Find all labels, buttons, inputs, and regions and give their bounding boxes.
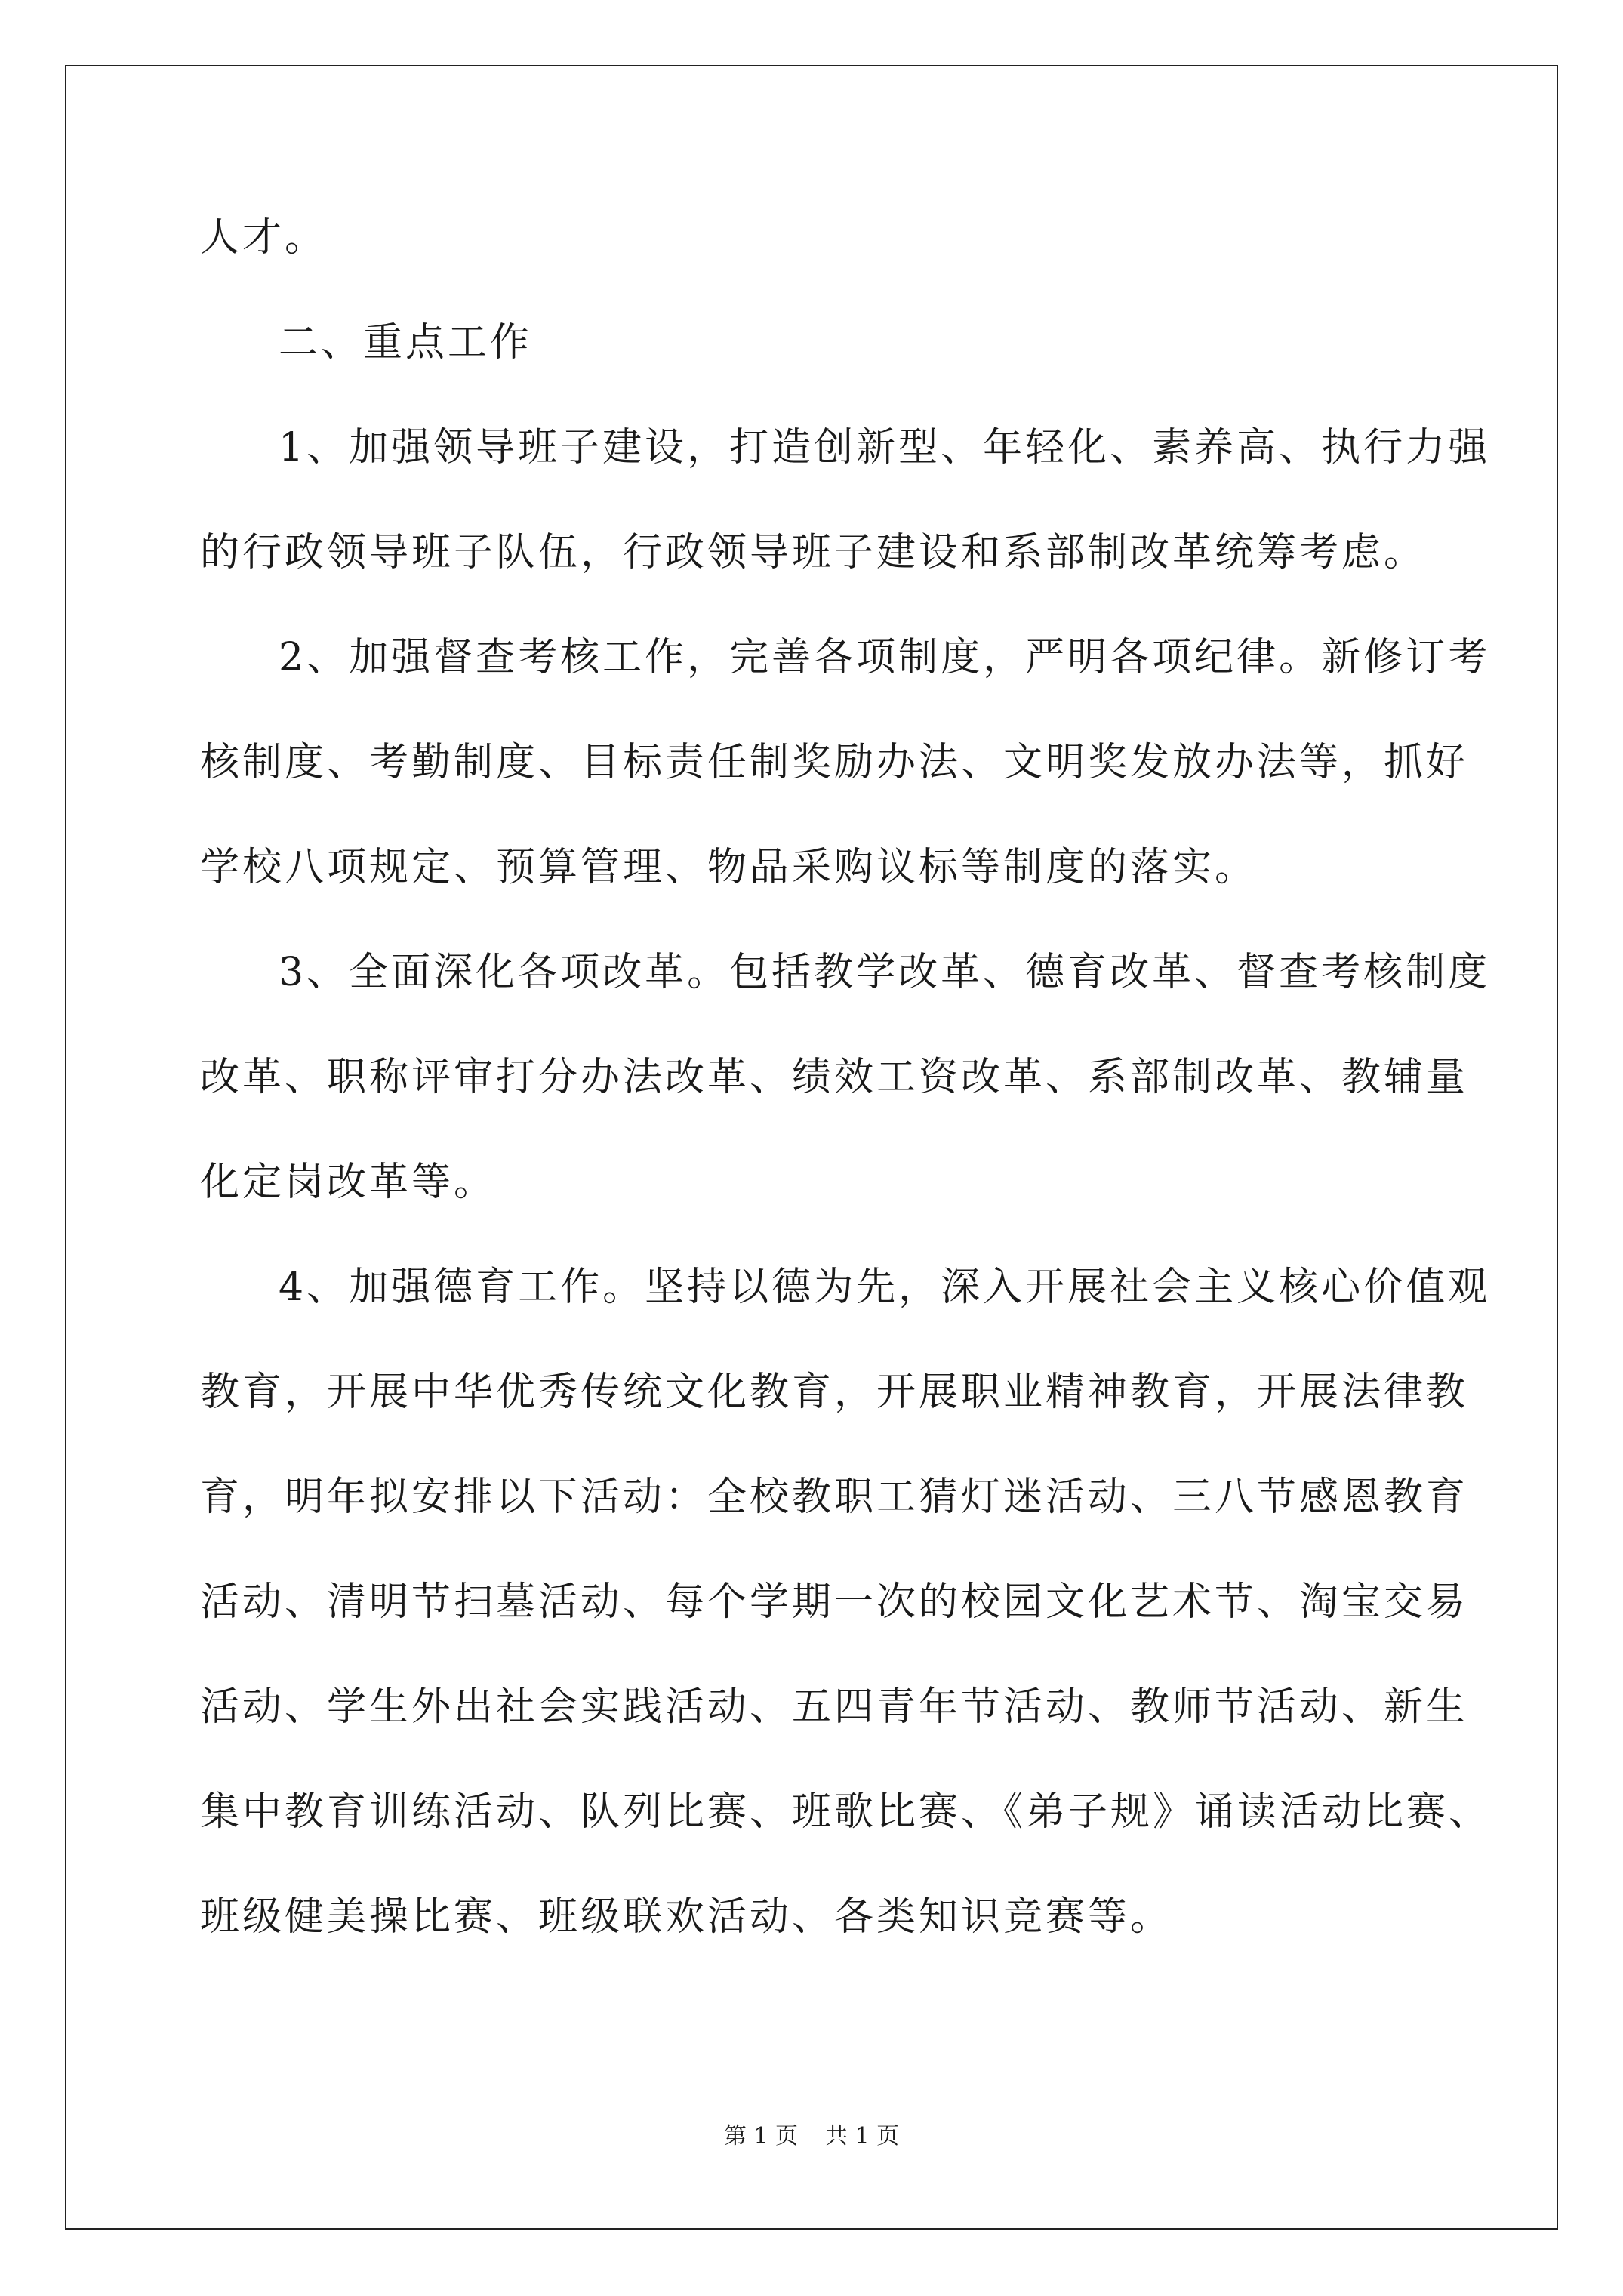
page-footer	[0, 2122, 1623, 2152]
text-line: 育，明年拟安排以下活动：全校教职工猜灯迷活动、三八节感恩教育	[200, 1475, 1469, 1520]
text-line: 活动、学生外出社会实践活动、五四青年节活动、教师节活动、新生	[200, 1684, 1469, 1730]
text-line: 化定岗改革等。	[200, 1160, 497, 1205]
text-line: 2、加强督查考核工作，完善各项制度，严明各项纪律。新修订考	[279, 635, 1491, 680]
text-line: 人才。	[200, 215, 328, 260]
page-total: 共 1 页	[825, 2123, 900, 2150]
page-number: 第 1 页	[723, 2123, 798, 2150]
text-line: 改革、职称评审打分办法改革、绩效工资改革、系部制改革、教辅量	[200, 1055, 1469, 1100]
text-line: 核制度、考勤制度、目标责任制奖励办法、文明奖发放办法等，抓好	[200, 740, 1469, 785]
text-line: 教育，开展中华优秀传统文化教育，开展职业精神教育，开展法律教	[200, 1370, 1469, 1415]
text-line: 的行政领导班子队伍，行政领导班子建设和系部制改革统筹考虑。	[200, 530, 1427, 575]
text-line: 3、全面深化各项改革。包括教学改革、德育改革、督查考核制度	[279, 950, 1491, 995]
text-line: 集中教育训练活动、队列比赛、班歌比赛、《弟子规》诵读活动比赛、	[200, 1789, 1492, 1835]
text-line: 4、加强德育工作。坚持以德为先，深入开展社会主义核心价值观	[279, 1265, 1491, 1310]
section-heading: 二、重点工作	[279, 320, 533, 365]
text-line: 活动、清明节扫墓活动、每个学期一次的校园文化艺术节、淘宝交易	[200, 1579, 1469, 1625]
text-line: 学校八项规定、预算管理、物品采购议标等制度的落实。	[200, 845, 1258, 890]
text-line: 1、加强领导班子建设，打造创新型、年轻化、素养高、执行力强	[279, 425, 1491, 470]
text-line: 班级健美操比赛、班级联欢活动、各类知识竞赛等。	[200, 1894, 1173, 1940]
